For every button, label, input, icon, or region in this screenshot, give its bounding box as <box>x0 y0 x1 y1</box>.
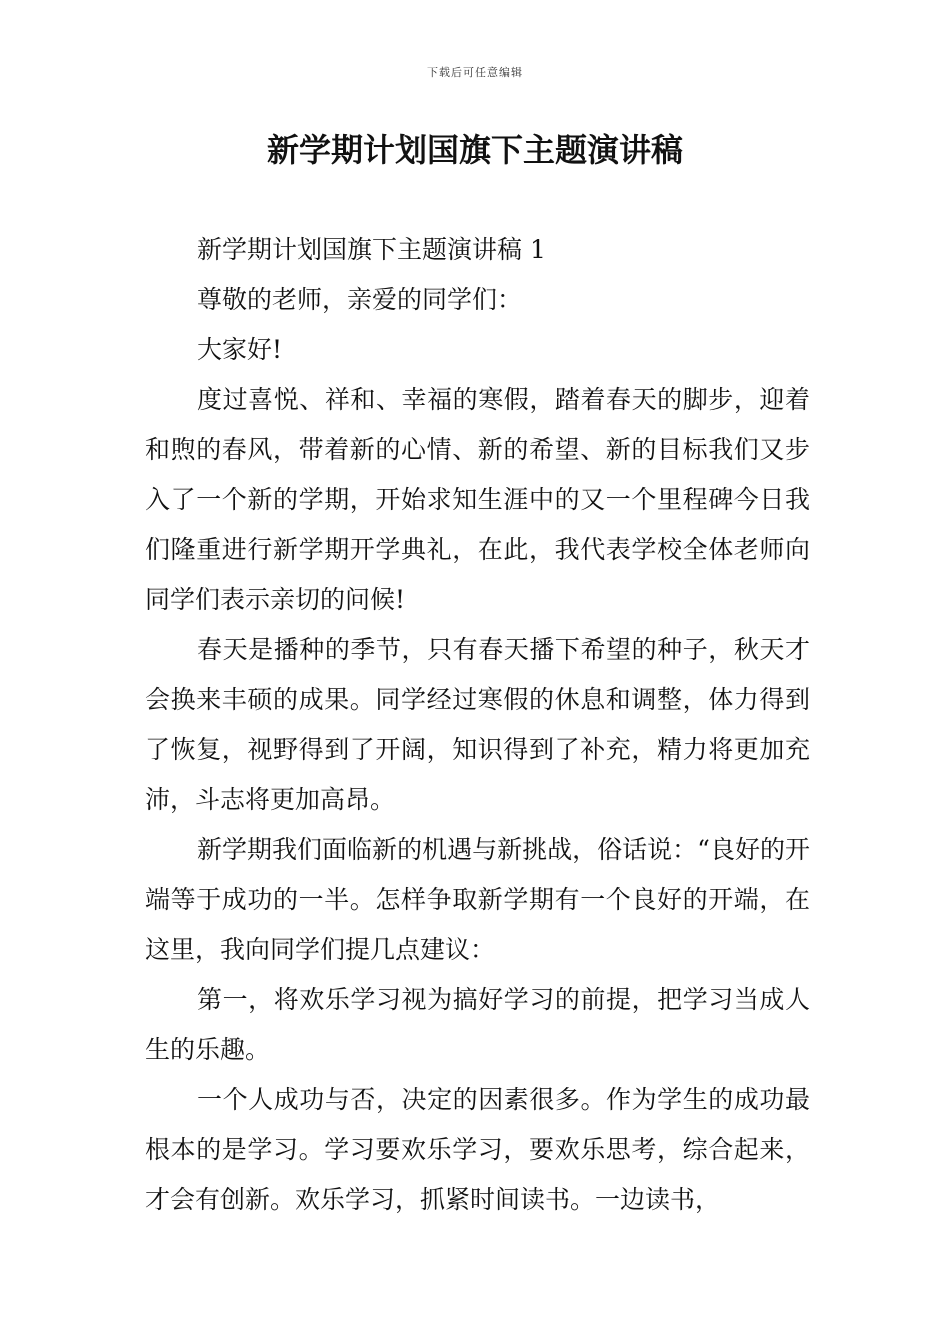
paragraph-salutation: 尊敬的老师，亲爱的同学们： <box>197 285 523 314</box>
paragraph-greeting: 大家好! <box>197 335 283 364</box>
paragraph-subtitle: 新学期计划国旗下主题演讲稿 1 <box>197 235 546 264</box>
paragraph: 第一，将欢乐学习视为搞好学习的前提，把学习当成人生的乐趣。 <box>145 985 810 1064</box>
paragraph: 新学期我们面临新的机遇与新挑战，俗话说：“良好的开端等于成功的一半。怎样争取新学期有一个良好的开端，在这里，我向同学们提几点建议： <box>145 835 810 964</box>
document-title: 新学期计划国旗下主题演讲稿 <box>266 131 683 169</box>
header-note: 下载后可任意编辑 <box>427 66 523 79</box>
paragraph: 一个人成功与否，决定的因素很多。作为学生的成功最根本的是学习。学习要欢乐学习，要欢乐思考，综合起来，才会有创新。欢乐学习，抓紧时间读书。一边读书， <box>145 1085 810 1214</box>
paragraph: 春天是播种的季节，只有春天播下希望的种子，秋天才会换来丰硕的成果。同学经过寒假的休息和调整，体力得到了恢复，视野得到了开阔，知识得到了补充，精力将更加充沛，斗志将更加高昂。 <box>145 635 810 814</box>
document-body <box>145 225 810 1225</box>
paragraph: 度过喜悦、祥和、幸福的寒假，踏着春天的脚步，迎着和煦的春风，带着新的心情、新的希望、新的目标我们又步入了一个新的学期，开始求知生涯中的又一个里程碑今日我们隆重进行新学期开学典礼，在此，我代表学校全体老师向同学们表示亲切的问候! <box>145 385 810 614</box>
